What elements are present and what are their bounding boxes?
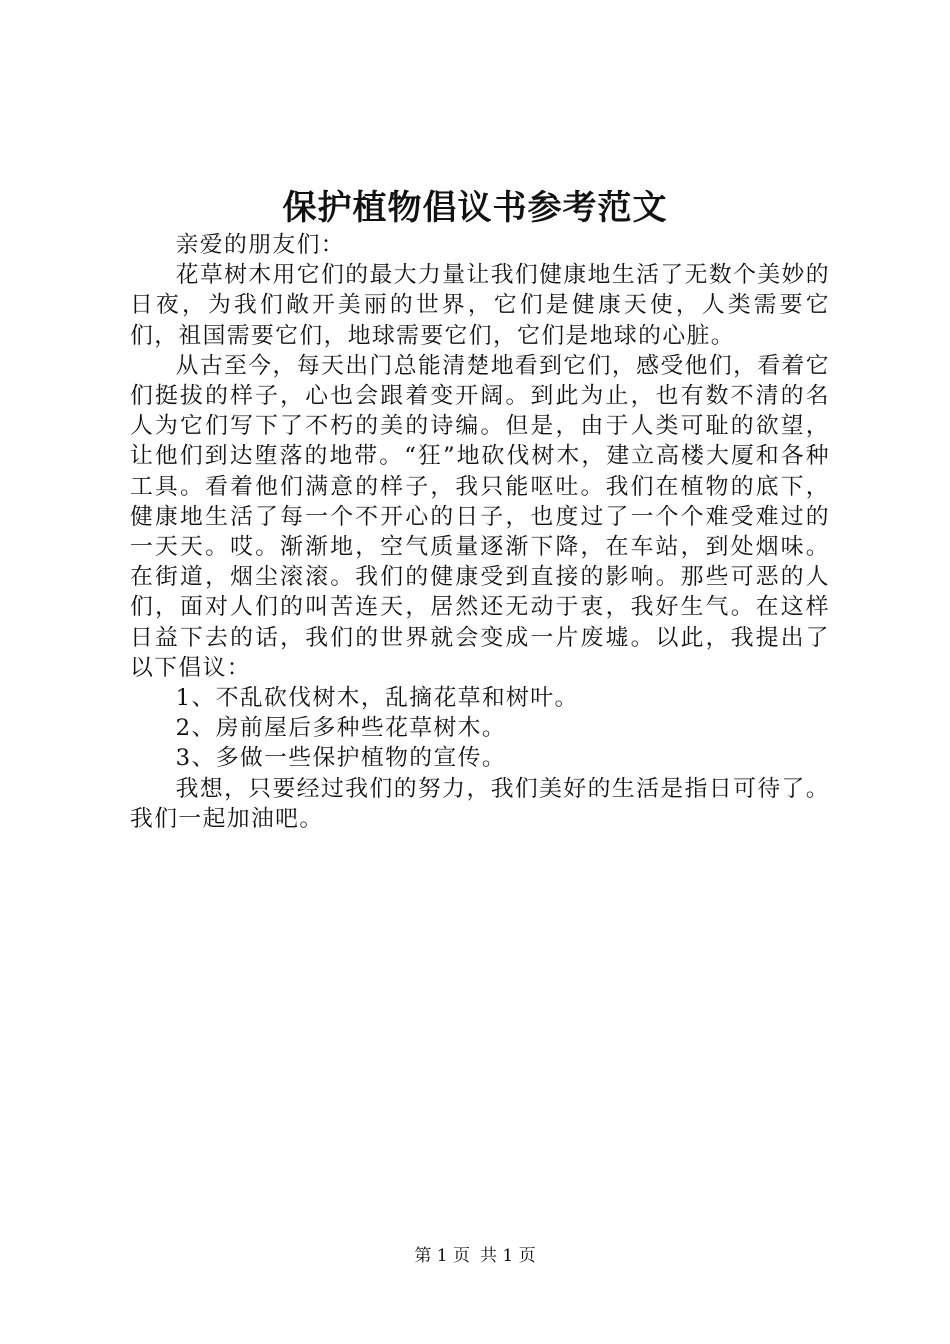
page-footer	[0, 1244, 950, 1268]
paragraph: 花草树木用它们的最大力量让我们健康地生活了无数个美妙的日夜，为我们敞开美丽的世界，它们是健康天使，人类需要它们，祖国需要它们，地球需要它们，它们是地球的心脏。	[130, 262, 830, 349]
page-number: 第 1 页	[414, 1246, 470, 1266]
proposal-item: 2、房前屋后多种些花草树木。	[175, 715, 507, 742]
document-title: 保护植物倡议书参考范文	[282, 188, 668, 228]
proposal-item: 3、多做一些保护植物的宣传。	[175, 745, 507, 772]
closing-paragraph: 我想，只要经过我们的努力，我们美好的生活是指日可待了。我们一起加油吧。	[130, 775, 830, 832]
proposal-item: 1、不乱砍伐树木，乱摘花草和树叶。	[175, 685, 579, 712]
salutation: 亲爱的朋友们：	[175, 232, 345, 258]
paragraph: 从古至今，每天出门总能清楚地看到它们，感受他们，看着它们挺拔的样子，心也会跟着变开阔。到此为止，也有数不清的名人为它们写下了不朽的美的诗编。但是，由于人类可耻的欲望，让他们到达堕落的地带。“狂”地砍伐树木，建立高楼大厦和各种工具。看着他们满意的样子，我只能呕吐。我们在植物的底下，健康地生活了每一个不开心的日子，也度过了一个个难受难过的一天天。哎。渐渐地，空气质量逐渐下降，在车站，到处烟味。在街道，烟尘滚滚。我们的健康受到直接的影响。那些可恶的人们，面对人们的叫苦连天，居然还无动于衷，我好生气。在这样日益下去的话，我们的世界就会变成一片废墟。以此，我提出了以下倡议：	[130, 352, 830, 681]
page-total: 共 1 页	[480, 1246, 536, 1266]
document-body	[130, 230, 830, 834]
